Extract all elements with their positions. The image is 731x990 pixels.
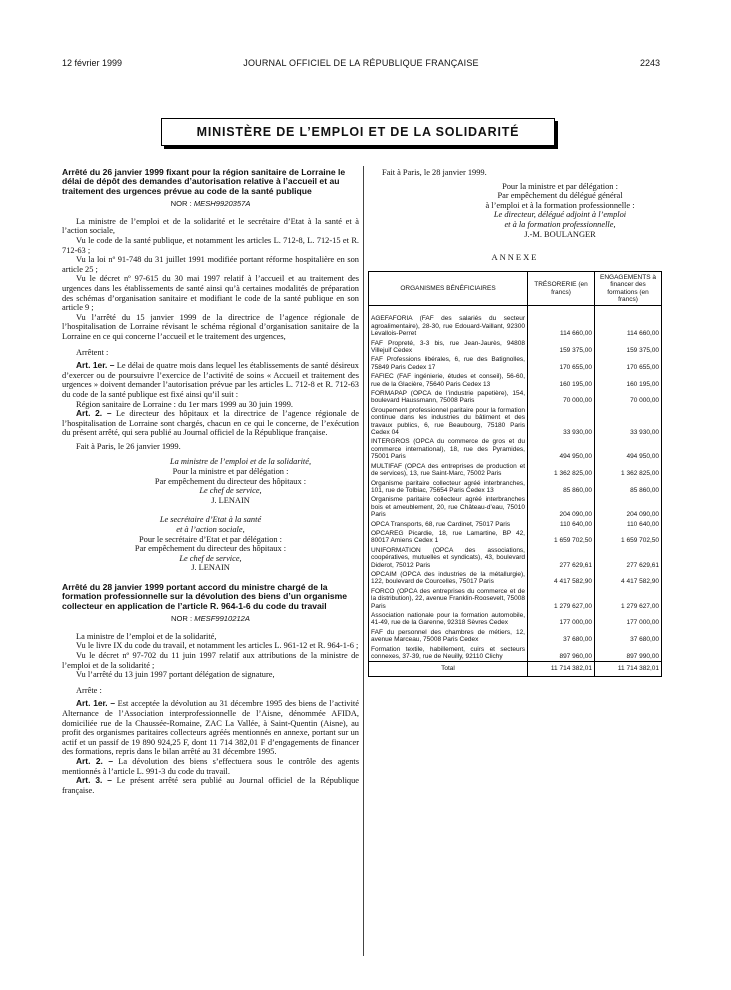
- annexe-cell-organisme: Organisme paritaire collecteur agréé interbranches, 101, rue de Tolbiac, 75654 Paris Cedex 13: [369, 479, 528, 496]
- header-date: 12 février 1999: [62, 58, 123, 68]
- decree2-nor: [62, 614, 359, 624]
- annexe-total-tresorerie: 11 714 382,01: [528, 662, 595, 676]
- decree1-sig1-name: J. LENAIN: [211, 495, 250, 505]
- decree1-sig2-title2: et à l’action sociale,: [176, 525, 245, 535]
- annexe-title: ANNEXE: [491, 252, 539, 263]
- table-row: [369, 611, 662, 628]
- annexe-cell-tresorerie: 277 629,61: [528, 546, 595, 570]
- annexe-cell-tresorerie: 110 640,00: [528, 520, 595, 529]
- table-row: [369, 570, 662, 587]
- decree2-art2-label: Art. 2. –: [76, 755, 113, 766]
- table-row: [369, 495, 662, 519]
- decree2-fait: Fait à Paris, le 28 janvier 1999.: [382, 168, 487, 177]
- decree1-fait: Fait à Paris, le 26 janvier 1999.: [76, 441, 181, 451]
- decree2-para-3: Vu le décret nº 97-702 du 11 juin 1997 relatif aux attributions de la ministre de l’emploi et de la solidarité ;: [62, 651, 359, 670]
- annexe-cell-organisme: AGEFAFORIA (FAF des salariés du secteur agroalimentaire), 28-30, rue Edouard-Vaillant, 92300 Levallois-Perret: [369, 314, 528, 338]
- decree1-sig1-title: La ministre de l’emploi et de la solidarité,: [169, 457, 312, 467]
- annexe-header-row: [369, 271, 662, 306]
- table-row: [369, 645, 662, 662]
- annexe-cell-engagements: 494 950,00: [595, 437, 662, 461]
- annexe-cell-engagements: 170 655,00: [595, 355, 662, 372]
- decree1-nor: [62, 199, 359, 209]
- decree2-nor-code: MESF9910212A: [194, 614, 250, 624]
- right-column: [368, 168, 662, 677]
- annexe-cell-organisme: FORMAPAP (OPCA de l’industrie papetière), 154, boulevard Haussmann, 75008 Paris: [369, 389, 528, 406]
- annexe-cell-engagements: 85 860,00: [595, 479, 662, 496]
- table-row: [369, 406, 662, 438]
- table-row: [369, 546, 662, 570]
- table-row: [369, 529, 662, 546]
- decree2-sig-name: J.-M. BOULANGER: [524, 229, 596, 239]
- annexe-spacer-row: [369, 306, 662, 315]
- annexe-body: [369, 306, 662, 676]
- decree2-arrete: Arrête :: [76, 685, 102, 695]
- decree1-article-1: [62, 361, 359, 399]
- annexe-cell-tresorerie: 494 950,00: [528, 437, 595, 461]
- annexe-cell-engagements: 4 417 582,90: [595, 570, 662, 587]
- decree2-art3-label: Art. 3. –: [76, 775, 112, 786]
- annexe-cell-engagements: 110 640,00: [595, 520, 662, 529]
- decree2-nor-label: NOR :: [171, 614, 193, 624]
- header-page-number: 2243: [639, 58, 660, 68]
- annexe-cell-organisme: FORCO (OPCA des entreprises du commerce et de la distribution), 22, avenue Franklin-Roosevelt, 75008 Paris: [369, 587, 528, 611]
- annexe-cell-engagements: 1 659 702,50: [595, 529, 662, 546]
- decree1-art1-text: Le délai de quatre mois dans lequel les établissements de santé désireux d’exercer ou de poursuivre l’exercice de l’activité de soins « Accueil et traitement des urgences » doivent demander l’autorisation prévue par les articles L. 712-8 et R. 712-63 du code de la santé publique est fixé ainsi qu’il suit :: [62, 361, 359, 399]
- annexe-cell-engagements: 33 930,00: [595, 406, 662, 438]
- decree2-art2-text: La dévolution des biens s’effectuera sous le contrôle des agents mentionnés à l’article L. 991-3 du code du travail.: [62, 756, 359, 776]
- annexe-total-label: Total: [369, 662, 528, 676]
- annexe-cell-engagements: 114 660,00: [595, 314, 662, 338]
- annexe-cell-organisme: OPCAREG Picardie, 18, rue Lamartine, BP 42, 80017 Amiens Cedex 1: [369, 529, 528, 546]
- annexe-cell-engagements: 37 680,00: [595, 628, 662, 645]
- decree1-art1-label: Art. 1er. –: [76, 360, 115, 371]
- decree2-para-4: Vu l’arrêté du 13 juin 1997 portant délégation de signature,: [76, 670, 275, 680]
- table-row: [369, 372, 662, 389]
- annexe-cell-engagements: 1 279 627,00: [595, 587, 662, 611]
- annexe-cell-tresorerie: 1 362 825,00: [528, 462, 595, 479]
- table-row: [369, 628, 662, 645]
- annexe-cell-tresorerie: 1 659 702,50: [528, 529, 595, 546]
- decree2-sig-line2: Par empêchement du délégué général: [497, 191, 623, 201]
- decree1-para-2: Vu le code de la santé publique, et notamment les articles L. 712-8, L. 712-15 et R. 712-63 ;: [62, 236, 359, 255]
- column-divider: [363, 166, 364, 956]
- annexe-cell-organisme: OPCAIM (OPCA des industries de la métallurgie), 122, boulevard de Courcelles, 75017 Paris: [369, 570, 528, 587]
- annexe-cell-organisme: FAF Propreté, 3-3 bis, rue Jean-Jaurès, 94808 Villejuif Cedex: [369, 339, 528, 356]
- annexe-table: [368, 271, 662, 677]
- decree2-para-2: Vu le livre IX du code du travail, et notamment les articles L. 961-12 et R. 964-1-6 ;: [76, 641, 359, 651]
- decree1-nor-label: NOR :: [170, 199, 192, 209]
- table-row: [369, 355, 662, 372]
- annexe-header-organismes: ORGANISMES BÉNÉFICIAIRES: [369, 271, 528, 306]
- decree2-article-1: [62, 699, 359, 757]
- annexe-cell-organisme: Groupement professionnel paritaire pour la formation continue dans les industries du bâtiment et des travaux publics, 6, rue Beaubourg, 75180 Paris Cedex 04: [369, 406, 528, 438]
- annexe-cell-organisme: Association nationale pour la formation automobile, 41-49, rue de la Garenne, 92318 Sèvres Cedex: [369, 611, 528, 628]
- annexe-cell-tresorerie: 159 375,00: [528, 339, 595, 356]
- decree1-sig1-role: Le chef de service,: [199, 486, 262, 496]
- decree1-art2-text: Le directeur des hôpitaux et la directrice de l’agence régionale de l’hospitalisation de Lorraine sont chargés, chacun en ce qui le concerne, de l’exécution du présent arrêté, qui sera publié au Journal officiel de la République française.: [62, 409, 359, 438]
- annexe-cell-organisme: Organisme paritaire collecteur agréé interbranches bois et ameublement, 20, rue Château-d’eau, 75010 Paris: [369, 495, 528, 519]
- decree1-sig1-line1: Pour la ministre et par délégation :: [172, 467, 289, 477]
- decree1-art2-label: Art. 2. –: [76, 408, 112, 419]
- annexe-cell-organisme: MULTIFAF (OPCA des entreprises de production et de services), 13, rue Saint-Marc, 75002 Paris: [369, 462, 528, 479]
- annexe-cell-tresorerie: 1 279 627,00: [528, 587, 595, 611]
- annexe-cell-tresorerie: 160 195,00: [528, 372, 595, 389]
- header-journal-title: JOURNAL OFFICIEL DE LA RÉPUBLIQUE FRANÇAISE: [243, 58, 479, 68]
- annexe-header-tresorerie: TRÉSORERIE (en francs): [528, 271, 595, 306]
- table-row: [369, 587, 662, 611]
- annexe-cell-engagements: 177 000,00: [595, 611, 662, 628]
- annexe-cell-engagements: 277 629,61: [595, 546, 662, 570]
- annexe-cell-organisme: OPCA Transports, 68, rue Cardinet, 75017 Paris: [369, 520, 528, 529]
- annexe-cell-engagements: 897 990,00: [595, 645, 662, 662]
- decree1-sig2-role: Le chef de service,: [179, 553, 242, 563]
- left-column: [62, 168, 359, 795]
- decree1-sig2-name: J. LENAIN: [191, 563, 230, 573]
- decree1-para-4: Vu le décret nº 97-615 du 30 mai 1997 relatif à l’accueil et au traitement des urgences dans les établissements de santé ainsi qu’à certaines modalités de préparation des schémas d’organisation sanitaire et modifiant le code de la santé publique en son article 9 ;: [62, 274, 359, 313]
- decree1-sig2-line1: Pour le secrétaire d’Etat et par délégation :: [138, 534, 282, 544]
- decree2-sig-role2: et à la formation professionnelle,: [504, 219, 616, 229]
- annexe-header-engagements: ENGAGEMENTS à financer des formations (en francs): [595, 271, 662, 306]
- table-row: [369, 314, 662, 338]
- table-row: [369, 479, 662, 496]
- decree1-region: Région sanitaire de Lorraine : du 1er mars 1999 au 30 juin 1999.: [76, 399, 293, 409]
- decree2-sig-role1: Le directeur, délégué adjoint à l’emploi: [493, 210, 627, 220]
- table-row: [369, 389, 662, 406]
- table-row: [369, 462, 662, 479]
- annexe-cell-tresorerie: 70 000,00: [528, 389, 595, 406]
- decree1-sig2-title1: Le secrétaire d’Etat à la santé: [159, 515, 262, 525]
- annexe-total-engagements: 11 714 382,01: [595, 662, 662, 676]
- annexe-cell-organisme: FAFIEC (FAF ingénierie, études et conseil), 56-60, rue de la Glacière, 75640 Paris Cedex 13: [369, 372, 528, 389]
- table-row: [369, 520, 662, 529]
- table-row: [369, 339, 662, 356]
- decree1-para-5: Vu l’arrêté du 15 janvier 1999 de la directrice de l’agence régionale de l’hospitalisation de Lorraine révisant le schéma régional d’organisation sanitaire de la Lorraine en ce qui concerne l’accueil et le traitement des urgences,: [62, 312, 359, 341]
- decree2-para-1: La ministre de l’emploi et de la solidarité,: [76, 631, 217, 641]
- annexe-cell-tresorerie: 114 660,00: [528, 314, 595, 338]
- annexe-cell-engagements: 70 000,00: [595, 389, 662, 406]
- ministry-banner: [161, 118, 555, 146]
- annexe-cell-organisme: INTERGROS (OPCA du commerce de gros et du commerce international), 18, rue des Pyramides, 75001 Paris: [369, 437, 528, 461]
- decree1-nor-code: MESH9920357A: [193, 199, 251, 209]
- annexe-cell-organisme: FAF Professions libérales, 6, rue des Batignolles, 75849 Paris Cedex 17: [369, 355, 528, 372]
- annexe-cell-organisme: FAF du personnel des chambres de métiers, 12, avenue Marceau, 75008 Paris Cedex: [369, 628, 528, 645]
- decree2-title: Arrêté du 28 janvier 1999 portant accord du ministre chargé de la formation professionnelle sur la dévolution des biens d’un organisme collecteur en application de l’article R. 964-1-6 du code du travail: [62, 582, 348, 611]
- annexe-cell-engagements: 1 362 825,00: [595, 462, 662, 479]
- annexe-cell-tresorerie: 897 960,00: [528, 645, 595, 662]
- decree1-sig2-line2: Par empêchement du directeur des hôpitaux :: [134, 544, 287, 554]
- annexe-cell-tresorerie: 170 655,00: [528, 355, 595, 372]
- decree1-arretent: Arrêtent :: [76, 347, 109, 357]
- decree2-art1-text: Est acceptée la dévolution au 31 décembre 1995 des biens de l’activité Alternance de l’Association interprofessionnelle de l’Aisne, dénommée AFIDA, domiciliée rue de la Chaussée-Romaine, ZAC La Vallée, à Saint-Quentin (Aisne), au profit des organismes paritaires collecteurs agréés mentionnés en annexe, portant sur un actif et un passif de 19 890 924,25 F, dont 11 714 382,01 F d’engagements de financer des formations, repris dans le bilan arrêté au 31 décembre 1995.: [62, 699, 359, 757]
- decree2-sig-line1: Pour la ministre et par délégation :: [502, 181, 618, 191]
- decree2-art3-text: Le présent arrêté sera publié au Journal officiel de la République française.: [62, 776, 359, 795]
- annexe-cell-tresorerie: 33 930,00: [528, 406, 595, 438]
- annexe-cell-tresorerie: 85 860,00: [528, 479, 595, 496]
- decree2-art1-label: Art. 1er. –: [76, 698, 116, 709]
- annexe-cell-engagements: 160 195,00: [595, 372, 662, 389]
- annexe-cell-tresorerie: 37 680,00: [528, 628, 595, 645]
- decree2-sig-line3: à l’emploi et à la formation professionnelle :: [485, 200, 635, 210]
- annexe-cell-organisme: Formation textile, habillement, cuirs et secteurs connexes, 37-39, rue de Neuilly, 92110 Clichy: [369, 645, 528, 662]
- decree2-article-2: [62, 757, 359, 776]
- decree1-title: Arrêté du 26 janvier 1999 fixant pour la région sanitaire de Lorraine le délai de dépôt des demandes d’autorisation relative à l’accueil et au traitement des urgences prévue au code de la santé publique: [62, 167, 346, 196]
- table-row: [369, 437, 662, 461]
- ministry-title: MINISTÈRE DE L’EMPLOI ET DE LA SOLIDARITÉ: [196, 125, 520, 139]
- annexe-cell-engagements: 204 090,00: [595, 495, 662, 519]
- decree1-para-3: Vu la loi nº 91-748 du 31 juillet 1991 modifiée portant réforme hospitalière en son article 25 ;: [62, 255, 359, 274]
- annexe-cell-engagements: 159 375,00: [595, 339, 662, 356]
- annexe-cell-organisme: UNIFORMATION (OPCA des associations, coopératives, mutuelles et syndicats), 43, boulevard Diderot, 75012 Paris: [369, 546, 528, 570]
- decree1-sig1-line2: Par empêchement du directeur des hôpitaux :: [154, 476, 307, 486]
- annexe-cell-tresorerie: 177 000,00: [528, 611, 595, 628]
- decree1-para-1: La ministre de l’emploi et de la solidarité et le secrétaire d’Etat à la santé et à l’action sociale,: [62, 216, 359, 236]
- decree1-article-2: [62, 409, 359, 438]
- decree2-article-3: [62, 776, 359, 795]
- annexe-total-row: [369, 662, 662, 676]
- annexe-cell-tresorerie: 204 090,00: [528, 495, 595, 519]
- annexe-cell-tresorerie: 4 417 582,90: [528, 570, 595, 587]
